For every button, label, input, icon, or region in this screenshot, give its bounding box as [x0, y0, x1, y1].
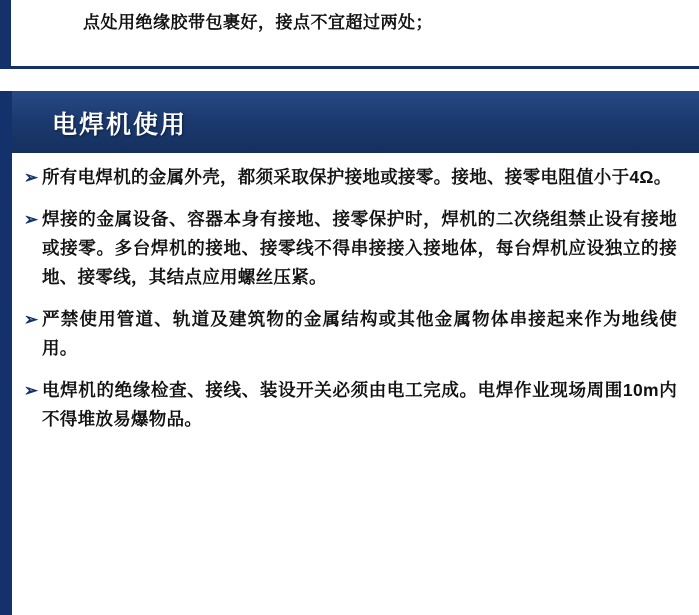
previous-section-fragment: [0, 0, 699, 66]
bullet-arrow-icon: ➢: [23, 210, 39, 229]
list-item-text: 严禁使用管道、轨道及建筑物的金属结构或其他金属物体串接起来作为地线使用。: [42, 309, 677, 358]
list-item: [20, 305, 677, 363]
list-item-text: 焊接的金属设备、容器本身有接地、接零保护时，焊机的二次绕组禁止设有接地或接零。多台焊机的接地、接零线不得串接接入接地体，每台焊机应设独立的接地、接零线，其结点应用螺丝压紧。: [42, 209, 677, 287]
section-title: 电焊机使用: [52, 111, 188, 139]
list-item: [20, 205, 677, 292]
welding-machine-section: [0, 91, 699, 615]
section-body: [12, 153, 699, 615]
bullet-arrow-icon: ➢: [23, 168, 39, 187]
list-item-text: 所有电焊机的金属外壳，都须采取保护接地或接零。接地、接零电阻值小于4Ω。: [42, 167, 672, 187]
section-left-edge: [0, 91, 12, 615]
list-item: [20, 163, 677, 192]
previous-section-text: 点处用绝缘胶带包裹好，接点不宜超过两处；: [83, 13, 433, 32]
section-header-band: [12, 91, 699, 153]
list-item-text: 电焊机的绝缘检查、接线、装设开关必须由电工完成。电焊作业现场周围10m内不得堆放易爆物品。: [42, 380, 677, 429]
section-gap: [0, 69, 699, 91]
list-item: [20, 376, 677, 434]
bullet-arrow-icon: ➢: [23, 381, 39, 400]
bullet-arrow-icon: ➢: [23, 310, 39, 329]
